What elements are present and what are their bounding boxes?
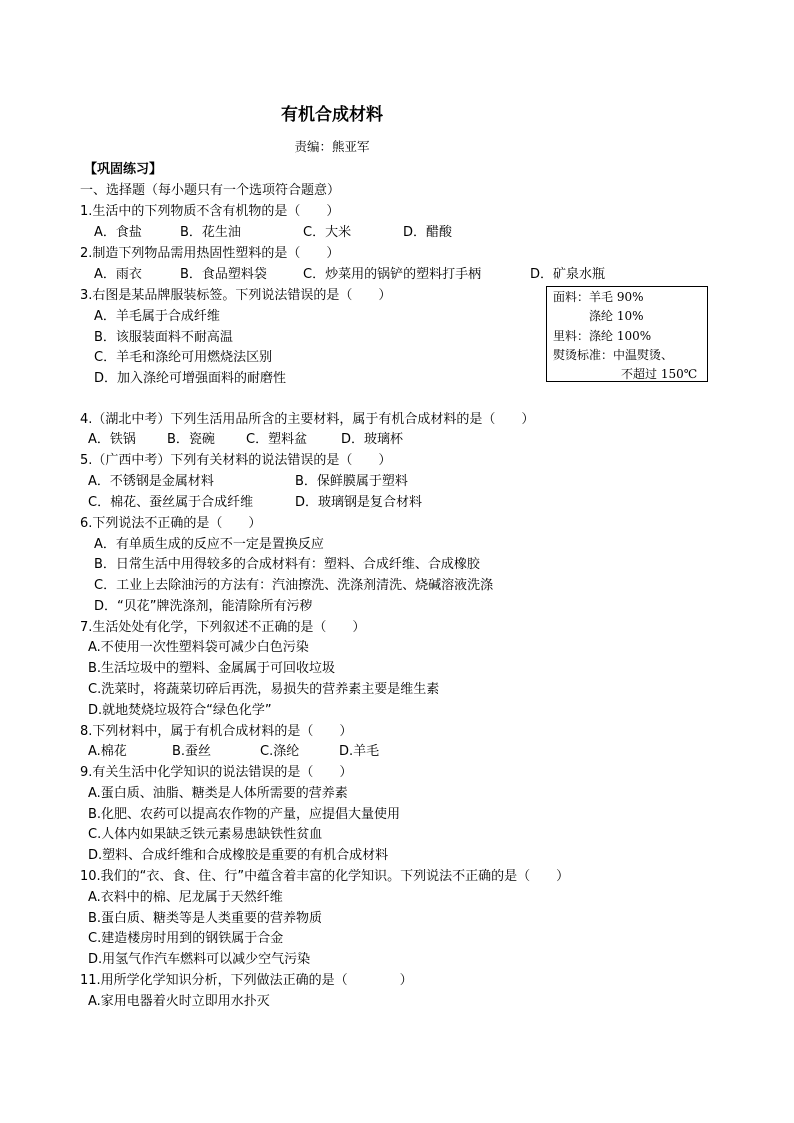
question-5-option-b: B．保鲜膜属于塑料 [295, 474, 408, 489]
question-11-option-a: A.家用电器着火时立即用水扑灭 [88, 994, 270, 1009]
question-1-option-b: B．花生油 [180, 225, 241, 240]
question-6-option-d: D．“贝花”牌洗涤剂，能清除所有污秽 [94, 599, 313, 614]
question-9-option-a: A.蛋白质、油脂、糖类是人体所需要的营养素 [88, 786, 348, 801]
question-5-stem: 5.（广西中考）下列有关材料的说法错误的是（ ） [80, 453, 392, 468]
question-5-option-c: C．棉花、蚕丝属于合成纤维 [88, 495, 254, 510]
author-line: 责编：熊亚军 [294, 139, 370, 154]
question-10-option-d: D.用氢气作汽车燃料可以减少空气污染 [88, 952, 311, 967]
label-line-temperature: 不超过 150℃ [621, 367, 698, 381]
question-4-option-d: D．玻璃杯 [341, 432, 404, 447]
question-10-stem: 10.我们的“衣、食、住、行”中蕴含着丰富的化学知识。下列说法不正确的是（ ） [80, 869, 570, 884]
part-one-heading: 一、选择题（每小题只有一个选项符合题意） [80, 183, 341, 198]
section-label: 【巩固练习】 [84, 162, 163, 177]
question-9-stem: 9.有关生活中化学知识的说法错误的是（ ） [80, 765, 353, 780]
question-3-stem: 3.右图是某品牌服装标签。下列说法错误的是（ ） [80, 288, 392, 303]
question-9-option-c: C.人体内如果缺乏铁元素易患缺铁性贫血 [88, 827, 323, 842]
question-3-option-c: C．羊毛和涤纶可用燃烧法区别 [94, 350, 273, 365]
question-3-option-d: D．加入涤纶可增强面料的耐磨性 [94, 371, 287, 386]
question-1-option-a: A．食盐 [94, 225, 142, 240]
question-7-option-b: B.生活垃圾中的塑料、金属属于可回收垃圾 [88, 661, 336, 676]
question-9-option-b: B.化肥、农药可以提高农作物的产量，应提倡大量使用 [88, 807, 401, 822]
question-11-stem: 11.用所学化学知识分析，下列做法正确的是（ ） [80, 973, 413, 988]
question-5-option-d: D．玻璃钢是复合材料 [295, 495, 423, 510]
label-line-ironing: 熨烫标准：中温熨烫、 [553, 348, 674, 362]
question-4-option-c: C．塑料盆 [246, 432, 308, 447]
label-line-lining: 里料：涤纶 100% [553, 329, 652, 343]
label-line-polyester: 涤纶 10% [589, 309, 644, 323]
question-1-option-c: C．大米 [303, 225, 352, 240]
question-5-option-a: A．不锈钢是金属材料 [88, 474, 214, 489]
clothing-label-box [546, 286, 708, 382]
question-4-stem: 4.（湖北中考）下列生活用品所含的主要材料，属于有机合成材料的是（ ） [80, 412, 535, 427]
label-line-fabric: 面料：羊毛 90% [553, 290, 644, 304]
question-10-option-b: B.蛋白质、糖类等是人类重要的营养物质 [88, 911, 323, 926]
question-8-option-c: C.涤纶 [260, 744, 300, 759]
question-9-option-d: D.塑料、合成纤维和合成橡胶是重要的有机合成材料 [88, 848, 389, 863]
document-title: 有机合成材料 [281, 105, 383, 125]
question-1-option-d: D．醋酸 [403, 225, 453, 240]
question-8-option-d: D.羊毛 [339, 744, 380, 759]
question-2-option-d: D．矿泉水瓶 [530, 267, 606, 282]
question-10-option-c: C.建造楼房时用到的钢铁属于合金 [88, 931, 284, 946]
question-6-stem: 6.下列说法不正确的是（ ） [80, 516, 262, 531]
question-1-stem: 1.生活中的下列物质不含有机物的是（ ） [80, 204, 340, 219]
question-7-stem: 7.生活处处有化学，下列叙述不正确的是（ ） [80, 620, 366, 635]
question-2-stem: 2.制造下列物品需用热固性塑料的是（ ） [80, 246, 340, 261]
question-7-option-a: A.不使用一次性塑料袋可减少白色污染 [88, 640, 309, 655]
question-10-option-a: A.衣料中的棉、尼龙属于天然纤维 [88, 890, 283, 905]
question-2-option-a: A．雨衣 [94, 267, 142, 282]
question-2-option-b: B．食品塑料袋 [180, 267, 267, 282]
question-8-option-b: B.蚕丝 [172, 744, 212, 759]
question-8-option-a: A.棉花 [88, 744, 127, 759]
question-2-option-c: C．炒菜用的锅铲的塑料打手柄 [303, 267, 482, 282]
question-8-stem: 8.下列材料中，属于有机合成材料的是（ ） [80, 724, 353, 739]
question-6-option-a: A．有单质生成的反应不一定是置换反应 [94, 537, 324, 552]
question-6-option-b: B．日常生活中用得较多的合成材料有：塑料、合成纤维、合成橡胶 [94, 557, 480, 572]
question-3-option-a: A．羊毛属于合成纤维 [94, 309, 220, 324]
question-3-option-b: B．该服装面料不耐高温 [94, 330, 233, 345]
question-4-option-b: B．瓷碗 [167, 432, 215, 447]
question-7-option-d: D.就地焚烧垃圾符合“绿色化学” [88, 703, 272, 718]
question-4-option-a: A．铁锅 [88, 432, 136, 447]
question-7-option-c: C.洗菜时，将蔬菜切碎后再洗，易损失的营养素主要是维生素 [88, 682, 440, 697]
question-6-option-c: C．工业上去除油污的方法有：汽油擦洗、洗涤剂清洗、烧碱溶液洗涤 [94, 578, 494, 593]
